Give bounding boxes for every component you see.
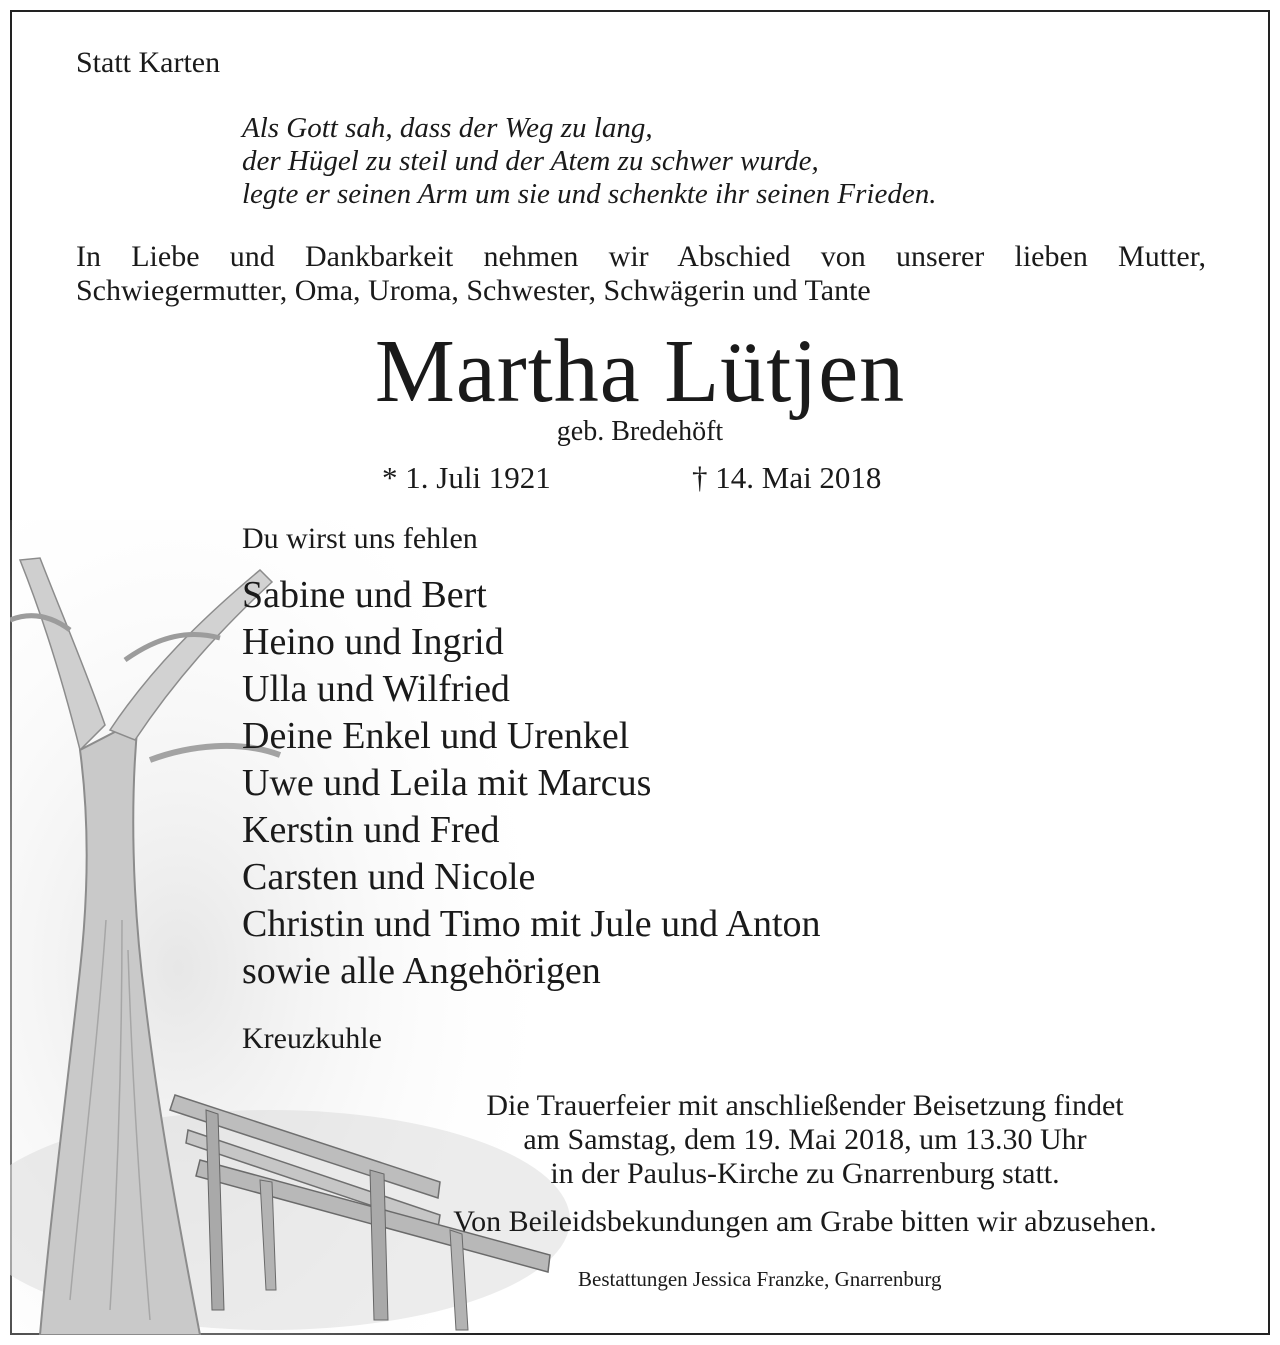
list-item: Ulla und Wilfried — [242, 668, 510, 710]
list-item: Carsten und Nicole — [242, 856, 536, 898]
list-item: Kerstin und Fred — [242, 809, 500, 851]
poem-line: Als Gott sah, dass der Weg zu lang, — [242, 112, 653, 144]
list-item: Deine Enkel und Urenkel — [242, 715, 630, 757]
deceased-name: Martha Lütjen — [374, 322, 906, 421]
intro-paragraph — [76, 240, 1206, 308]
family-list — [242, 572, 821, 995]
condolence-note: Von Beileidsbekundungen am Grabe bitten wir abzusehen. — [453, 1205, 1157, 1238]
poem-line: legte er seinen Arm um sie und schenkte ihr seinen Frieden. — [242, 178, 937, 210]
death-date: † 14. Mai 2018 — [692, 460, 882, 495]
list-item: Sabine und Bert — [242, 574, 487, 616]
list-item: sowie alle Angehörigen — [242, 950, 601, 992]
poem-line: der Hügel zu steil und der Atem zu schwer wurde, — [242, 145, 819, 177]
service-line: in der Paulus-Kirche zu Gnarrenburg statt. — [550, 1157, 1060, 1190]
poem — [242, 112, 937, 211]
maiden-name: geb. Bredehöft — [556, 416, 724, 447]
farewell-line: Du wirst uns fehlen — [242, 522, 478, 555]
place-name: Kreuzkuhle — [242, 1022, 382, 1055]
intro-line: Schwiegermutter, Oma, Uroma, Schwester, Schwägerin und Tante — [76, 274, 871, 307]
list-item: Heino und Ingrid — [242, 621, 504, 663]
intro-line: In Liebe und Dankbarkeit nehmen wir Abschied von unserer lieben Mutter, — [76, 240, 1206, 273]
birth-date: * 1. Juli 1921 — [382, 460, 551, 495]
list-item: Christin und Timo mit Jule und Anton — [242, 903, 821, 945]
service-line: Die Trauerfeier mit anschließender Beisetzung findet — [486, 1089, 1124, 1122]
list-item: Uwe und Leila mit Marcus — [242, 762, 652, 804]
service-line: am Samstag, dem 19. Mai 2018, um 13.30 Uhr — [523, 1123, 1087, 1156]
undertaker-credit: Bestattungen Jessica Franzke, Gnarrenburg — [578, 1267, 942, 1291]
service-details — [400, 1089, 1210, 1191]
header-text: Statt Karten — [76, 46, 221, 79]
